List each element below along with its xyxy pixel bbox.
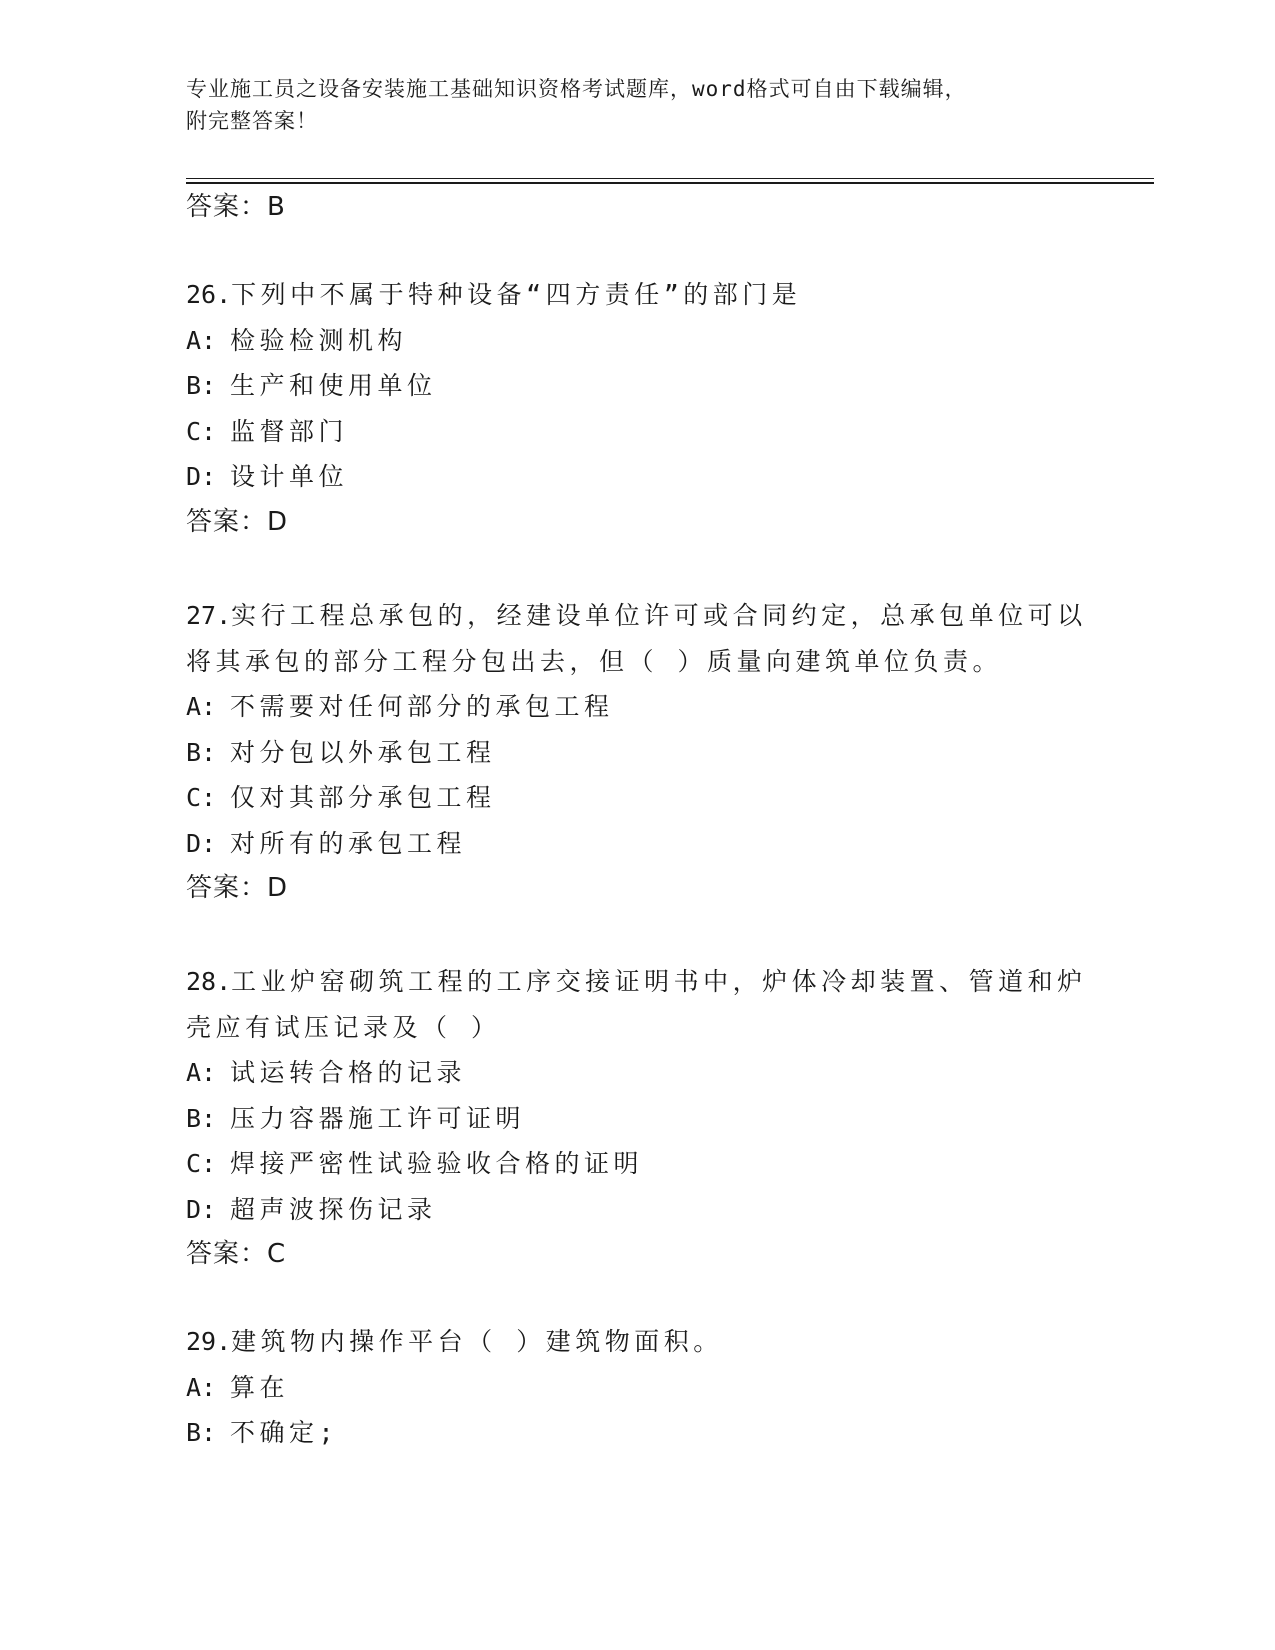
question-number: 26. [186, 280, 232, 309]
option-b [186, 1410, 1154, 1456]
option-key: B: [186, 1418, 217, 1447]
option-key: D: [186, 462, 217, 491]
option-key: C: [186, 416, 217, 446]
option-text: 焊接严密性试验验收合格的证明 [230, 1149, 644, 1178]
option-b [186, 730, 1154, 776]
question-text: 工业炉窑砌筑工程的工序交接证明书中，炉体冷却装置、管道和炉 [231, 967, 1087, 996]
header-line-1: 专业施工员之设备安装施工基础知识资格考试题库，word格式可自由下载编辑， [186, 77, 967, 101]
option-c [186, 409, 1154, 455]
question-28 [186, 959, 1154, 1278]
option-key: A: [186, 692, 217, 721]
option-text: 不确定; [230, 1418, 339, 1447]
option-a [186, 1050, 1154, 1096]
option-text: 生产和使用单位 [230, 371, 437, 400]
option-text: 仅对其部分承包工程 [230, 783, 496, 812]
option-text: 对所有的承包工程 [230, 828, 467, 858]
option-key: D: [186, 1194, 217, 1224]
question-number: 29. [186, 1327, 232, 1356]
previous-answer-block [186, 185, 1154, 231]
question-text: 下列中不属于特种设备“四方责任”的部门是 [231, 280, 802, 309]
question-29 [186, 1319, 1154, 1456]
answer-value: C [267, 1239, 287, 1269]
question-number: 28. [186, 967, 232, 996]
question-stem [186, 959, 1154, 1005]
header-divider-thin [186, 178, 1154, 179]
document-header [186, 73, 1086, 137]
option-c [186, 775, 1154, 821]
option-d [186, 454, 1154, 500]
option-key: D: [186, 828, 217, 858]
option-d [186, 1187, 1154, 1233]
header-divider-thick [186, 182, 1154, 184]
option-key: A: [186, 1372, 217, 1402]
option-b [186, 363, 1154, 409]
option-key: B: [186, 737, 217, 767]
answer-value: B [267, 192, 286, 222]
question-stem [186, 272, 1154, 318]
option-a [186, 684, 1154, 730]
option-d [186, 821, 1154, 867]
option-key: A: [186, 1058, 217, 1087]
option-text: 监督部门 [230, 416, 349, 446]
option-key: B: [186, 371, 217, 400]
question-stem-continued: 将其承包的部分工程分包出去，但（ ）质量向建筑单位负责。 [186, 646, 1003, 676]
answer-value: D [267, 873, 289, 903]
option-key: C: [186, 783, 217, 812]
option-text: 压力容器施工许可证明 [230, 1103, 526, 1133]
option-text: 对分包以外承包工程 [230, 737, 496, 767]
answer-line [186, 1232, 1154, 1278]
option-c [186, 1141, 1154, 1187]
question-stem [186, 593, 1154, 639]
option-text: 试运转合格的记录 [230, 1058, 467, 1087]
option-a [186, 318, 1154, 364]
question-26 [186, 272, 1154, 545]
answer-label: 答案： [186, 192, 268, 222]
option-text: 超声波探伤记录 [230, 1194, 437, 1224]
answer-label: 答案： [186, 506, 268, 537]
option-b [186, 1096, 1154, 1142]
question-stem-continued: 壳应有试压记录及（ ） [186, 1012, 501, 1042]
answer-label: 答案： [186, 873, 268, 903]
option-key: C: [186, 1149, 217, 1178]
answer-line [186, 185, 1154, 231]
question-stem [186, 1319, 1154, 1365]
option-key: B: [186, 1103, 217, 1133]
option-a [186, 1365, 1154, 1411]
header-line-2: 附完整答案！ [186, 109, 318, 133]
option-text: 检验检测机构 [230, 325, 408, 355]
answer-value: D [267, 506, 289, 537]
question-text: 建筑物内操作平台（ ）建筑物面积。 [231, 1327, 723, 1356]
option-text: 设计单位 [230, 462, 349, 491]
question-27 [186, 593, 1154, 912]
answer-line [186, 500, 1154, 546]
answer-line [186, 866, 1154, 912]
option-text: 算在 [230, 1372, 290, 1402]
question-number: 27. [186, 601, 232, 630]
option-text: 不需要对任何部分的承包工程 [230, 692, 614, 721]
option-key: A: [186, 325, 217, 355]
answer-label: 答案： [186, 1239, 268, 1269]
question-text: 实行工程总承包的，经建设单位许可或合同约定，总承包单位可以 [231, 601, 1087, 630]
